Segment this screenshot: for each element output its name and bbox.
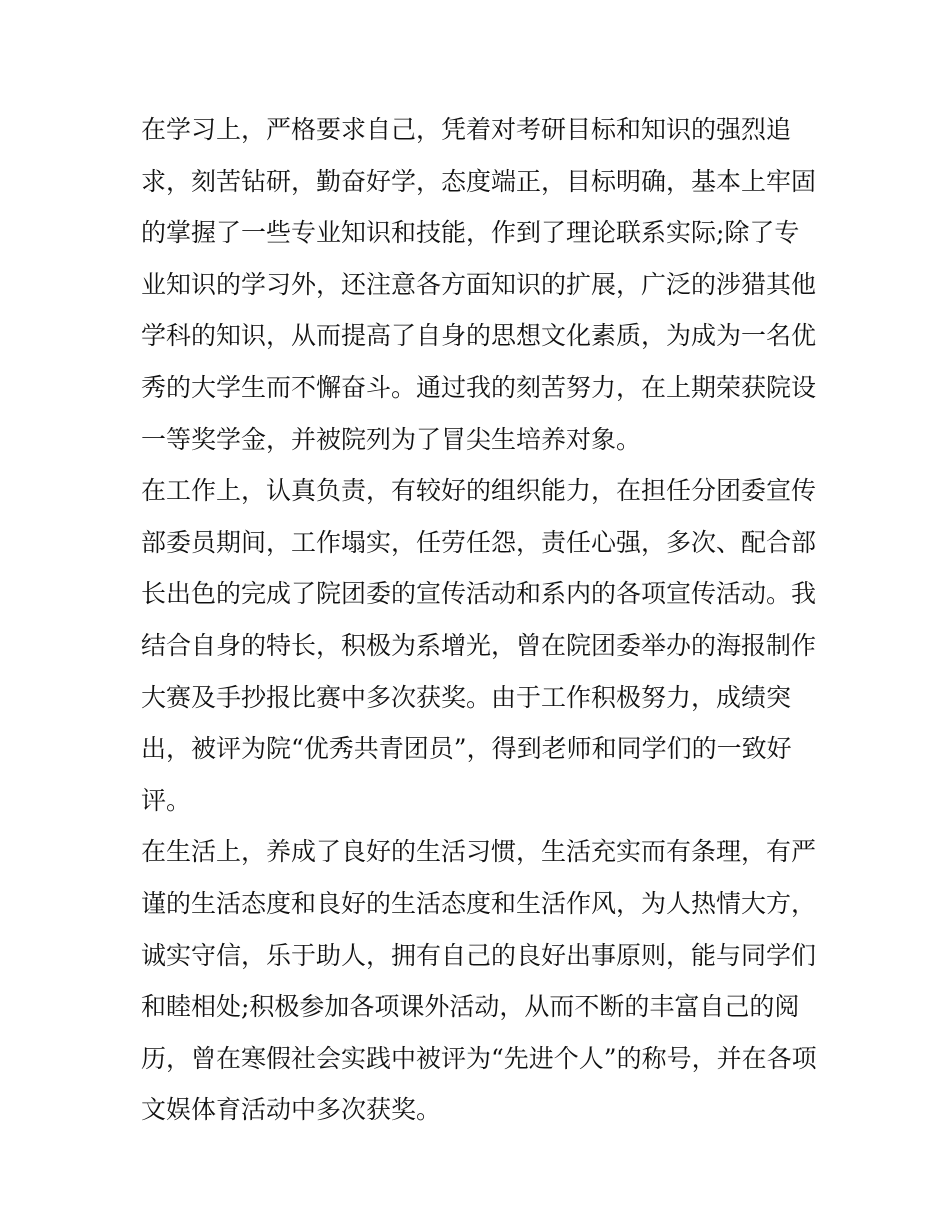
text-line: 历，曾在寒假社会实践中被评为“先进个人”的称号，并在各项 <box>141 1043 817 1073</box>
text-line: 评。 <box>141 785 192 815</box>
text-line: 在学习上，严格要求自己，凭着对考研目标和知识的强烈追 <box>141 115 792 144</box>
text-line: 学科的知识，从而提高了自身的思想文化素质，为成为一名优 <box>141 321 817 351</box>
text-line: 在工作上，认真负责，有较好的组织能力，在担任分团委宣传 <box>141 476 817 506</box>
paragraph-study <box>141 104 821 465</box>
text-line: 结合自身的特长，积极为系增光，曾在院团委举办的海报制作 <box>141 630 817 660</box>
text-line: 谨的生活态度和良好的生活态度和生活作风，为人热情大方， <box>141 888 817 918</box>
text-line: 一等奖学金，并被院列为了冒尖生培养对象。 <box>141 424 642 454</box>
text-line: 文娱体育活动中多次获奖。 <box>141 1095 442 1125</box>
text-line: 业知识的学习外，还注意各方面知识的扩展，广泛的涉猎其他 <box>141 269 817 299</box>
text-line: 出，被评为院“优秀共青团员”，得到老师和同学们的一致好 <box>141 734 792 764</box>
text-line: 和睦相处;积极参加各项课外活动，从而不断的丰富自己的阅 <box>141 992 800 1022</box>
text-line: 在生活上，养成了良好的生活习惯，生活充实而有条理，有严 <box>141 837 817 867</box>
paragraph-life <box>141 826 821 1136</box>
paragraph-work <box>141 465 821 826</box>
text-line: 长出色的完成了院团委的宣传活动和系内的各项宣传活动。我 <box>141 579 817 609</box>
text-line: 求，刻苦钻研，勤奋好学，态度端正，目标明确，基本上牢固 <box>141 166 817 196</box>
document-body <box>141 104 821 1136</box>
text-line: 秀的大学生而不懈奋斗。通过我的刻苦努力，在上期荣获院设 <box>141 372 817 402</box>
text-line: 诚实守信，乐于助人，拥有自己的良好出事原则，能与同学们 <box>141 940 817 970</box>
text-line: 的掌握了一些专业知识和技能，作到了理论联系实际;除了专 <box>141 218 800 248</box>
text-line: 大赛及手抄报比赛中多次获奖。由于工作积极努力，成绩突 <box>141 682 792 712</box>
text-line: 部委员期间，工作塌实，任劳任怨，责任心强，多次、配合部 <box>141 527 817 557</box>
